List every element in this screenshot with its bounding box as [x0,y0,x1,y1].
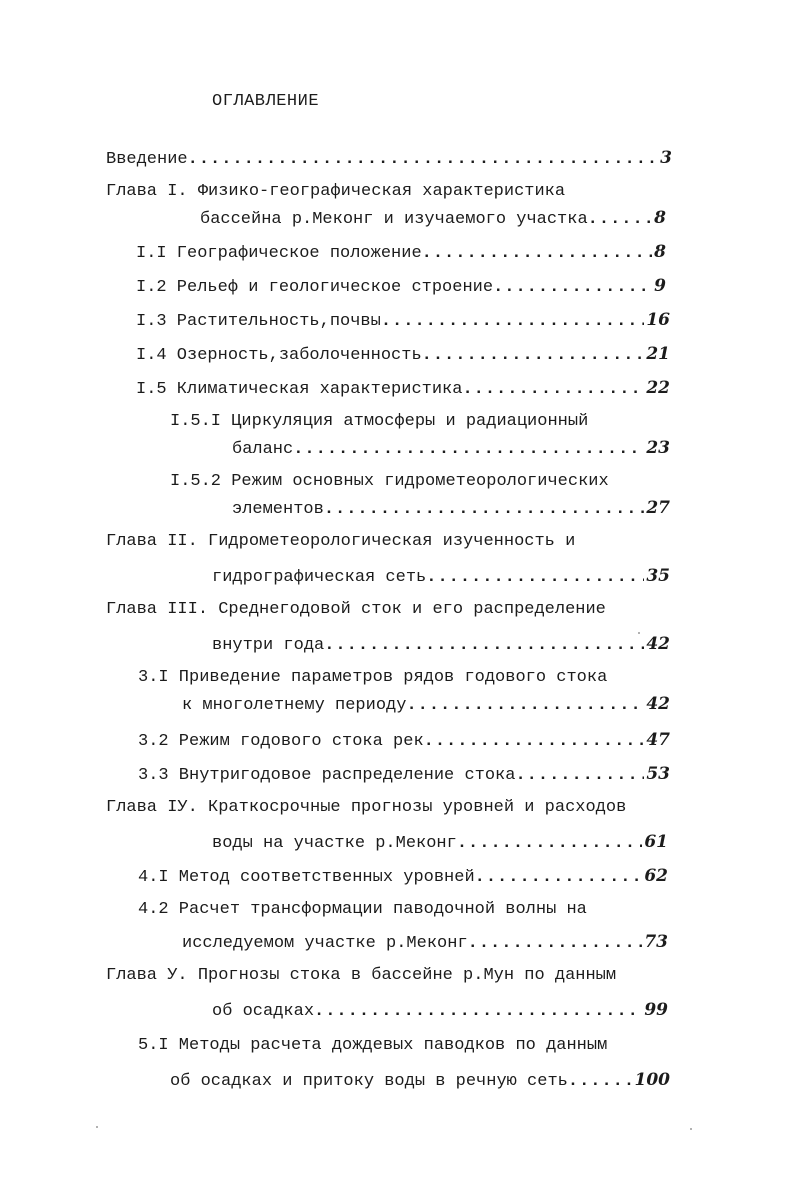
leader-dots [588,208,652,230]
toc-page-number: 35 [646,566,670,586]
toc-page-number: 42 [646,694,670,714]
toc-entry-text: 3.2 Режим годового стока рек [138,732,424,751]
leader-dots [457,832,642,854]
leader-dots [324,498,645,520]
toc-entry [138,728,670,752]
leader-dots [314,1000,642,1022]
toc-entry-text: баланс [232,440,294,459]
toc-page-number: 62 [644,866,668,886]
toc-entry-text: Глава I. Физико-географическая характеристика [106,182,566,201]
leader-dots [493,276,652,298]
toc-entry-text: 4.I Метод соответственных уровней [138,868,475,887]
toc-entry-text: бассейна р.Меконг и изучаемого участка [200,210,588,229]
leader-dots [188,148,659,170]
toc-entry [212,830,668,854]
toc-page-number: 73 [644,932,668,952]
scan-speck [638,632,640,634]
toc-entry-text: исследуемом участке р.Меконг [182,934,468,953]
toc-entry-text: I.5 Климатическая характеристика [136,380,463,399]
toc-entry [106,180,565,204]
toc-entry-text: I.2 Рельеф и геологическое строение [136,278,494,297]
leader-dots [568,1070,633,1092]
toc-entry [138,898,587,922]
scan-speck [690,1128,692,1130]
toc-entry-text: элементов [232,500,324,519]
toc-page-number: 61 [644,832,668,852]
toc-entry [200,206,666,230]
toc-entry [136,274,666,298]
toc-entry-text: 3.3 Внутригодовое распределение стока [138,766,516,785]
toc-entry [182,692,670,716]
toc-page-number: 100 [634,1070,670,1090]
toc-entry-text: 5.I Методы расчета дождевых паводков по данным [138,1036,608,1055]
toc-entry [136,342,670,366]
toc-entry [182,930,668,954]
toc-entry [136,308,670,332]
toc-entry [106,530,575,554]
page-title: ОГЛАВЛЕНИЕ [212,92,320,111]
toc-entry [106,796,626,820]
scan-speck [96,1126,98,1128]
toc-page-number: 23 [646,438,670,458]
toc-entry-text: I.5.2 Режим основных гидрометеорологических [170,472,609,491]
leader-dots [475,866,643,888]
leader-dots [468,932,643,954]
toc-page-number: 3 [660,148,672,168]
leader-dots [515,764,644,786]
toc-page-number: 9 [654,276,666,296]
toc-entry [106,598,606,622]
toc-page-number: 27 [646,498,670,518]
toc-entry-text: Глава IУ. Краткосрочные прогнозы уровней и расходов [106,798,627,817]
leader-dots [426,566,644,588]
toc-page-number: 16 [646,310,670,330]
toc-entry-text: I.4 Озерность,заболоченность [136,346,422,365]
toc-page-number: 8 [654,208,666,228]
toc-entry [232,436,670,460]
toc-entry [106,146,672,170]
toc-entry-text: I.I Географическое положение [136,244,422,263]
leader-dots [324,634,644,656]
toc-entry-text: об осадках [212,1002,315,1021]
toc-entry [212,998,668,1022]
toc-page-number: 22 [646,378,670,398]
toc-entry [138,864,668,888]
toc-entry-text: к многолетнему периоду [182,696,407,715]
toc-entry-text: внутри года [212,636,325,655]
toc-entry [170,410,588,434]
toc-entry-text: гидрографическая сеть [212,568,427,587]
toc-page-number: 42 [646,634,670,654]
leader-dots [422,344,645,366]
toc-entry [136,240,666,264]
toc-entry [138,1034,607,1058]
toc-entry-text: Глава III. Среднегодовой сток и его распределение [106,600,606,619]
toc-entry [138,762,670,786]
toc-page-number: 21 [646,344,670,364]
toc-entry-text: об осадках и притоку воды в речную сеть [170,1072,568,1091]
toc-entry-text: I.3 Растительность,почвы [136,312,381,331]
toc-entry-text: I.5.I Циркуляция атмосферы и радиационный [170,412,589,431]
toc-entry-text: 3.I Приведение параметров рядов годового стока [138,668,608,687]
leader-dots [422,242,653,264]
toc-entry [212,564,670,588]
toc-entry [212,632,670,656]
toc-page-number: 53 [646,764,670,784]
toc-entry [136,376,670,400]
leader-dots [424,730,645,752]
toc-entry [106,964,616,988]
toc-entry [170,470,609,494]
toc-page-number: 8 [654,242,666,262]
toc-entry [170,1068,670,1092]
toc-entry-text: воды на участке р.Меконг [212,834,457,853]
toc-entry [232,496,670,520]
toc-entry-text: Введение [106,150,188,169]
toc-page-number: 47 [646,730,670,750]
toc-entry-text: Глава У. Прогнозы стока в бассейне р.Мун по данным [106,966,617,985]
leader-dots [381,310,644,332]
leader-dots [462,378,644,400]
leader-dots [406,694,644,716]
toc-entry-text: Глава II. Гидрометеорологическая изученность и [106,532,576,551]
toc-page-number: 99 [644,1000,668,1020]
toc-entry-text: 4.2 Расчет трансформации паводочной волны на [138,900,587,919]
leader-dots [293,438,644,460]
toc-entry [138,666,607,690]
